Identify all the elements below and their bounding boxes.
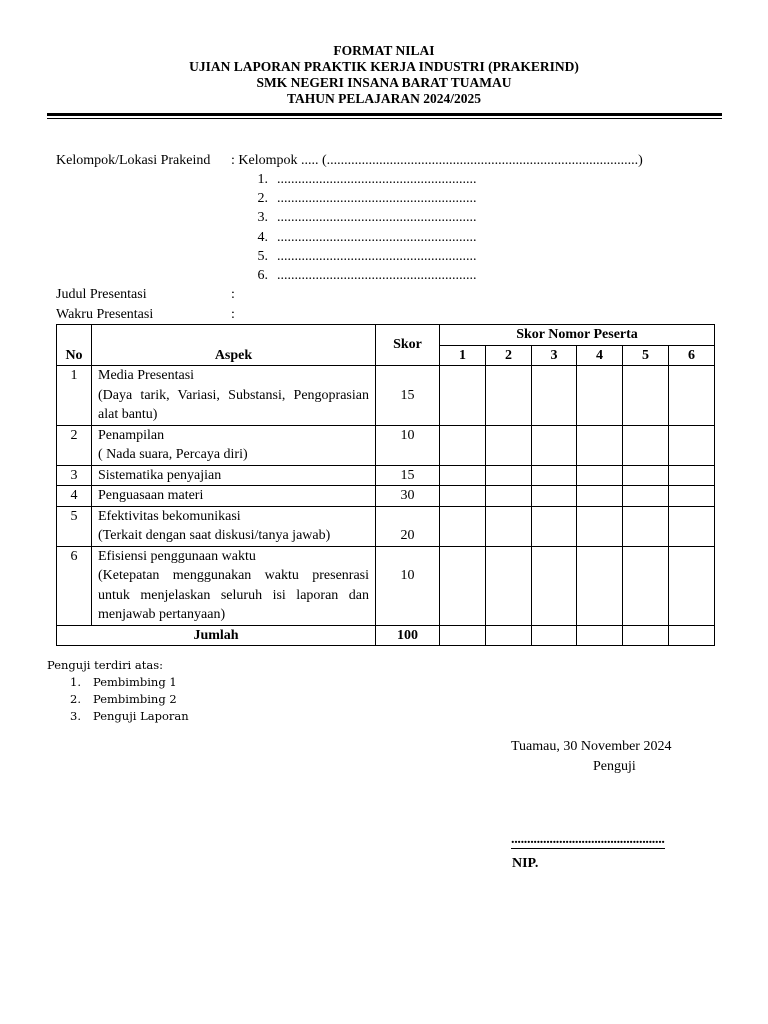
score-input-cell[interactable] — [669, 465, 715, 486]
header-year: TAHUN PELAJARAN 2024/2025 — [286, 91, 481, 106]
signature-role: Penguji — [593, 759, 636, 774]
score-input-cell[interactable] — [486, 465, 532, 486]
score-input-cell[interactable] — [486, 506, 532, 546]
member-number: 6. — [257, 268, 268, 283]
aspect-cell — [92, 425, 376, 465]
total-label: Jumlah — [57, 625, 376, 646]
member-number: 2. — [257, 191, 268, 206]
score-input-cell[interactable] — [440, 546, 486, 625]
row-number: 5 — [57, 506, 92, 546]
aspect-name: Efisiensi penggunaan waktu — [98, 548, 256, 564]
list-number: 1. — [70, 675, 81, 689]
group-label: Kelompok/Lokasi Prakeind — [56, 153, 211, 168]
aspect-cell — [92, 506, 376, 546]
signature-nip: NIP. — [512, 856, 539, 871]
list-item — [70, 691, 189, 708]
table-row — [57, 546, 715, 625]
score-input-cell[interactable] — [440, 425, 486, 465]
aspect-name: Sistematika penyajian — [98, 467, 222, 483]
member-blank: ......................................................... — [277, 249, 477, 264]
max-score: 30 — [376, 486, 440, 507]
participant-number: 5 — [623, 345, 669, 366]
document-header — [0, 43, 768, 107]
presentation-title-value: : — [231, 287, 235, 302]
max-score: 15 — [376, 366, 440, 426]
table-row — [57, 425, 715, 465]
score-input-cell[interactable] — [623, 546, 669, 625]
list-item — [70, 674, 189, 691]
score-input-cell[interactable] — [669, 366, 715, 426]
total-input-cell[interactable] — [440, 625, 486, 646]
score-input-cell[interactable] — [532, 546, 577, 625]
aspect-cell — [92, 366, 376, 426]
member-blank: ......................................................... — [277, 210, 477, 225]
score-input-cell[interactable] — [440, 366, 486, 426]
member-number: 4. — [257, 230, 268, 245]
total-row — [57, 625, 715, 646]
member-blank: ......................................................... — [277, 230, 477, 245]
score-input-cell[interactable] — [577, 486, 623, 507]
examiner-role: Pembimbing 1 — [93, 675, 177, 689]
aspect-name: Media Presentasi — [98, 368, 195, 383]
table-row — [57, 506, 715, 546]
score-input-cell[interactable] — [577, 366, 623, 426]
header-school: SMK NEGERI INSANA BARAT TUAMAU — [256, 75, 512, 90]
member-blank: ......................................................... — [277, 172, 477, 187]
score-input-cell[interactable] — [669, 425, 715, 465]
max-score: 10 — [376, 546, 440, 625]
row-number: 1 — [57, 366, 92, 426]
header-no: No — [57, 325, 92, 366]
score-input-cell[interactable] — [577, 425, 623, 465]
presentation-title-label: Judul Presentasi — [56, 287, 147, 302]
table-row — [57, 366, 715, 426]
row-number: 4 — [57, 486, 92, 507]
aspect-cell — [92, 465, 376, 486]
row-number: 3 — [57, 465, 92, 486]
score-input-cell[interactable] — [440, 486, 486, 507]
examiners-intro: Penguji terdiri atas: — [47, 658, 164, 672]
score-input-cell[interactable] — [440, 506, 486, 546]
member-number: 1. — [257, 172, 268, 187]
row-number: 6 — [57, 546, 92, 625]
max-score: 15 — [376, 465, 440, 486]
participant-number: 2 — [486, 345, 532, 366]
header-divider-thin — [47, 118, 722, 119]
aspect-detail: (Daya tarik, Variasi, Substansi, Pengoprasian alat bantu) — [98, 387, 369, 422]
score-input-cell[interactable] — [486, 486, 532, 507]
score-input-cell[interactable] — [440, 465, 486, 486]
score-input-cell[interactable] — [577, 465, 623, 486]
total-input-cell[interactable] — [486, 625, 532, 646]
aspect-name: Penampilan — [98, 427, 165, 443]
member-blank: ......................................................... — [277, 268, 477, 283]
header-aspek: Aspek — [92, 325, 376, 366]
table-header-row — [57, 325, 715, 346]
score-input-cell[interactable] — [577, 506, 623, 546]
presentation-time-value: : — [231, 307, 235, 322]
member-number: 3. — [257, 210, 268, 225]
grading-table — [56, 324, 715, 646]
list-number: 2. — [70, 692, 81, 706]
list-item — [70, 708, 189, 725]
header-skor: Skor — [376, 325, 440, 366]
signature-place-date: Tuamau, 30 November 2024 — [511, 739, 672, 754]
score-input-cell[interactable] — [577, 546, 623, 625]
header-divider-thick — [47, 113, 722, 116]
score-input-cell[interactable] — [623, 465, 669, 486]
score-input-cell[interactable] — [532, 486, 577, 507]
score-input-cell[interactable] — [623, 425, 669, 465]
aspect-detail: ( Nada suara, Percaya diri) — [98, 447, 248, 462]
score-input-cell[interactable] — [532, 366, 577, 426]
header-exam-name: UJIAN LAPORAN PRAKTIK KERJA INDUSTRI (PRAKERIND) — [189, 59, 579, 74]
aspect-name: Penguasaan materi — [98, 488, 204, 503]
aspect-name: Efektivitas bekomunikasi — [98, 508, 241, 524]
examiners-list — [70, 674, 189, 725]
aspect-cell — [92, 546, 376, 625]
max-score: 10 — [376, 425, 440, 465]
score-input-cell[interactable] — [532, 465, 577, 486]
aspect-detail: (Terkait dengan saat diskusi/tanya jawab) — [98, 528, 331, 543]
signature-line: ................................................ — [511, 832, 665, 847]
examiner-role: Penguji Laporan — [93, 709, 189, 723]
score-input-cell[interactable] — [486, 366, 532, 426]
member-blank: ......................................................... — [277, 191, 477, 206]
group-value: : Kelompok ..... (.........................................................................................) — [231, 153, 643, 168]
aspect-cell — [92, 486, 376, 507]
score-input-cell[interactable] — [532, 425, 577, 465]
score-input-cell[interactable] — [623, 486, 669, 507]
score-input-cell[interactable] — [669, 506, 715, 546]
header-participant-scores: Skor Nomor Peserta — [440, 325, 715, 346]
score-input-cell[interactable] — [669, 486, 715, 507]
total-input-cell[interactable] — [532, 625, 577, 646]
aspect-detail: (Ketepatan menggunakan waktu presenrasi untuk menjelaskan seluruh isi laporan dan menjawab pertanyaan) — [98, 568, 369, 622]
score-input-cell[interactable] — [669, 546, 715, 625]
table-row — [57, 465, 715, 486]
presentation-time-label: Wakru Presentasi — [56, 307, 154, 322]
score-input-cell[interactable] — [623, 506, 669, 546]
total-input-cell[interactable] — [623, 625, 669, 646]
list-number: 3. — [70, 709, 81, 723]
participant-number: 4 — [577, 345, 623, 366]
header-title: FORMAT NILAI — [333, 43, 435, 58]
total-input-cell[interactable] — [669, 625, 715, 646]
total-input-cell[interactable] — [577, 625, 623, 646]
score-input-cell[interactable] — [486, 546, 532, 625]
participant-number: 3 — [532, 345, 577, 366]
score-input-cell[interactable] — [532, 506, 577, 546]
examiner-role: Pembimbing 2 — [93, 692, 177, 706]
participant-number: 1 — [440, 345, 486, 366]
row-number: 2 — [57, 425, 92, 465]
participant-number: 6 — [669, 345, 715, 366]
table-row — [57, 486, 715, 507]
score-input-cell[interactable] — [486, 425, 532, 465]
member-number: 5. — [257, 249, 268, 264]
score-input-cell[interactable] — [623, 366, 669, 426]
total-value: 100 — [376, 625, 440, 646]
max-score: 20 — [376, 506, 440, 546]
